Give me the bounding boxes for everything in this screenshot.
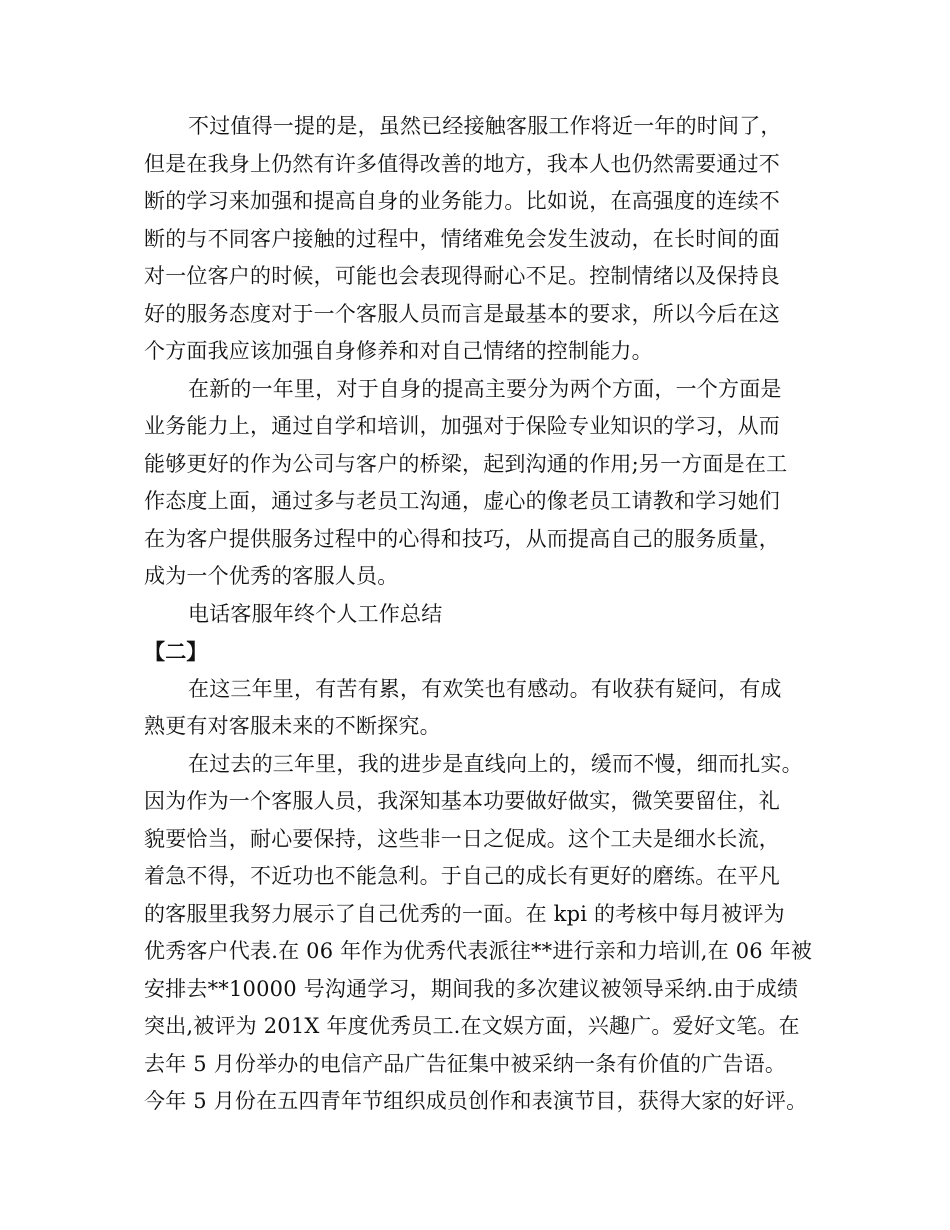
- text-line: 但是在我身上仍然有许多值得改善的地方，我本人也仍然需要通过不: [144, 151, 780, 176]
- text-line: 能够更好的作为公司与客户的桥梁，起到沟通的作用;另一方面是在工: [144, 451, 788, 476]
- text-line: 熟更有对客服未来的不断探究。: [144, 714, 441, 738]
- document-body: [144, 108, 814, 1121]
- text-line: 因为作为一个客服人员，我深知基本功要做好做实，微笑要留住，礼: [144, 789, 780, 813]
- section-heading: 【二】: [144, 639, 208, 664]
- text-line: 个方面我应该加强自身修养和对自己情绪的控制能力。: [144, 339, 653, 363]
- text-line: 在为客户提供服务过程中的心得和技巧，从而提高自己的服务质量，: [144, 526, 780, 551]
- text-line: 电话客服年终个人工作总结: [188, 601, 443, 626]
- text-line: 貌要恰当，耐心要保持，这些非一日之促成。这个工夫是细水长流，: [144, 826, 780, 851]
- text-line: 对一位客户的时候，可能也会表现得耐心不足。控制情绪以及保持良: [144, 264, 780, 288]
- text-line: 在过去的三年里，我的进步是直线向上的，缓而不慢，细而扎实。: [188, 751, 803, 776]
- text-line: 突出,被评为 201X 年度优秀员工.在文娱方面，兴趣广。爱好文笔。在: [144, 1014, 800, 1038]
- text-line: 优秀客户代表.在 06 年作为优秀代表派往**进行亲和力培训,在 06 年被: [144, 939, 813, 963]
- text-line: 安排去**10000 号沟通学习，期间我的多次建议被领导采纳.由于成绩: [144, 976, 799, 1001]
- text-line: 不过值得一提的是，虽然已经接触客服工作将近一年的时间了，: [188, 114, 782, 138]
- text-line: 业务能力上，通过自学和培训，加强对于保险专业知识的学习，从而: [144, 414, 780, 438]
- text-line: 在这三年里，有苦有累，有欢笑也有感动。有收获有疑问，有成: [188, 676, 782, 701]
- text-line: 在新的一年里，对于自身的提高主要分为两个方面，一个方面是: [188, 376, 782, 401]
- text-line: 断的学习来加强和提高自身的业务能力。比如说，在高强度的连续不: [144, 189, 780, 213]
- text-line: 好的服务态度对于一个客服人员而言是最基本的要求，所以今后在这: [144, 301, 780, 326]
- text-line: 着急不得，不近功也不能急利。于自己的成长有更好的磨练。在平凡: [144, 864, 780, 888]
- text-line: 今年 5 月份在五四青年节组织成员创作和表演节目，获得大家的好评。: [144, 1089, 808, 1113]
- text-line: 成为一个优秀的客服人员。: [144, 564, 399, 588]
- text-line: 断的与不同客户接触的过程中，情绪难免会发生波动，在长时间的面: [144, 226, 780, 251]
- text-line: 作态度上面，通过多与老员工沟通，虚心的像老员工请教和学习她们: [144, 489, 780, 513]
- text-line: 的客服里我努力展示了自己优秀的一面。在 kpi 的考核中每月被评为: [144, 901, 785, 926]
- text-line: 去年 5 月份举办的电信产品广告征集中被采纳一条有价值的广告语。: [144, 1051, 787, 1076]
